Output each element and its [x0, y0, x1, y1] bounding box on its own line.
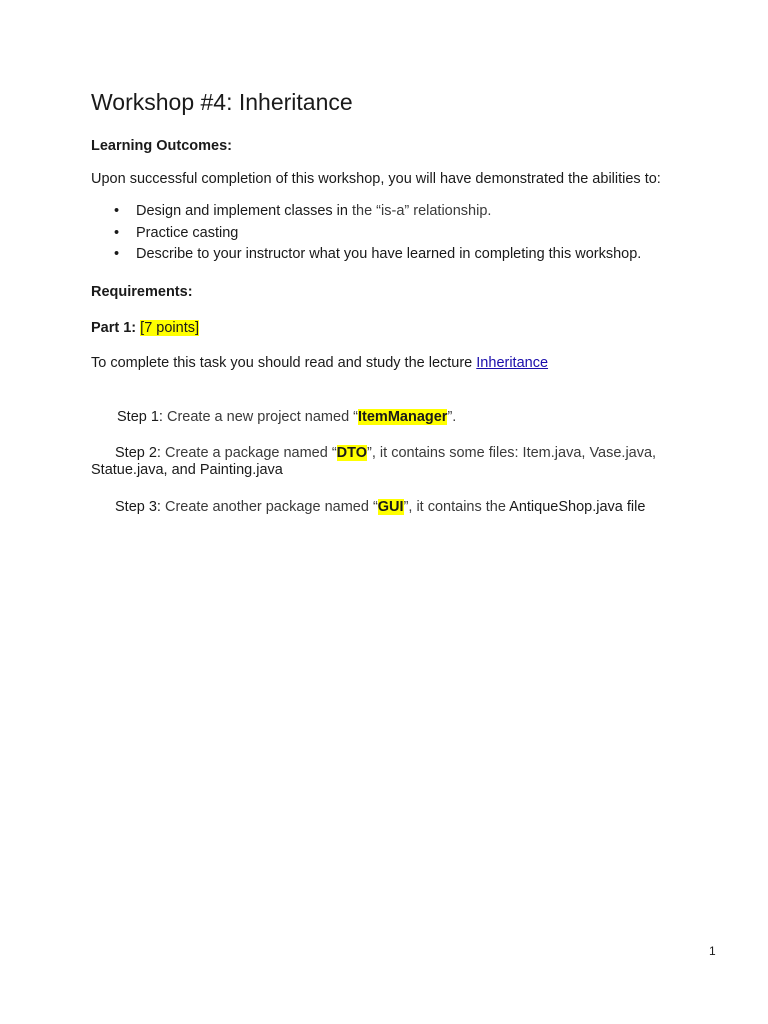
requirements-heading: Requirements: — [91, 284, 193, 300]
step-1-text-end: ”. — [447, 409, 457, 425]
step-1-label: Step 1: — [117, 409, 163, 425]
step-1 — [117, 409, 456, 426]
step-3-text-end: AntiqueShop.java file — [509, 499, 646, 515]
step-3-package-name: GUI — [377, 499, 404, 515]
step-3-label: Step 3: — [115, 499, 161, 515]
list-item — [91, 246, 641, 268]
step-2-label: Step 2: — [115, 445, 161, 461]
part1-label: Part 1: — [91, 320, 137, 336]
bullet-icon: • — [114, 224, 120, 241]
list-item-text: Design and implement classes in — [136, 203, 352, 219]
inheritance-link[interactable]: Inheritance — [476, 355, 549, 371]
list-item-text-continued: the “is-a” relationship. — [352, 203, 492, 219]
step-2-continuation: Statue.java, and Painting.java — [91, 462, 283, 478]
step-1-project-name: ItemManager — [358, 409, 448, 425]
part1-points: [7 points] — [140, 320, 200, 336]
part1-instruction — [91, 355, 548, 371]
page-number: 1 — [709, 944, 716, 958]
step-2-text: Create a package named “ — [160, 445, 337, 461]
list-item-text: Practice casting — [136, 224, 239, 241]
step-3-text-mid: ”, it contains the — [403, 499, 510, 515]
step-2 — [91, 445, 731, 479]
bullet-icon: • — [114, 246, 120, 263]
list-item — [91, 203, 641, 225]
part1-instruction-text: To complete this task you should read and study the lecture — [91, 355, 477, 371]
learning-outcomes-list — [91, 203, 641, 268]
bullet-icon: • — [114, 203, 120, 219]
list-item — [91, 225, 641, 247]
part1-heading — [91, 320, 199, 336]
document-title: Workshop #4: Inheritance — [91, 89, 353, 115]
learning-outcomes-heading: Learning Outcomes: — [91, 138, 232, 154]
step-1-text: Create a new project named “ — [162, 409, 358, 425]
step-2-package-name: DTO — [336, 445, 368, 461]
step-3 — [115, 499, 645, 516]
learning-outcomes-intro: Upon successful completion of this workshop, you will have demonstrated the abilities to: — [91, 171, 661, 187]
step-3-text: Create another package named “ — [160, 499, 378, 515]
step-2-text-end: ”, it contains some files: Item.java, Vase.java, — [367, 445, 657, 461]
list-item-text: Describe to your instructor what you have learned in completing this workshop. — [136, 246, 642, 263]
